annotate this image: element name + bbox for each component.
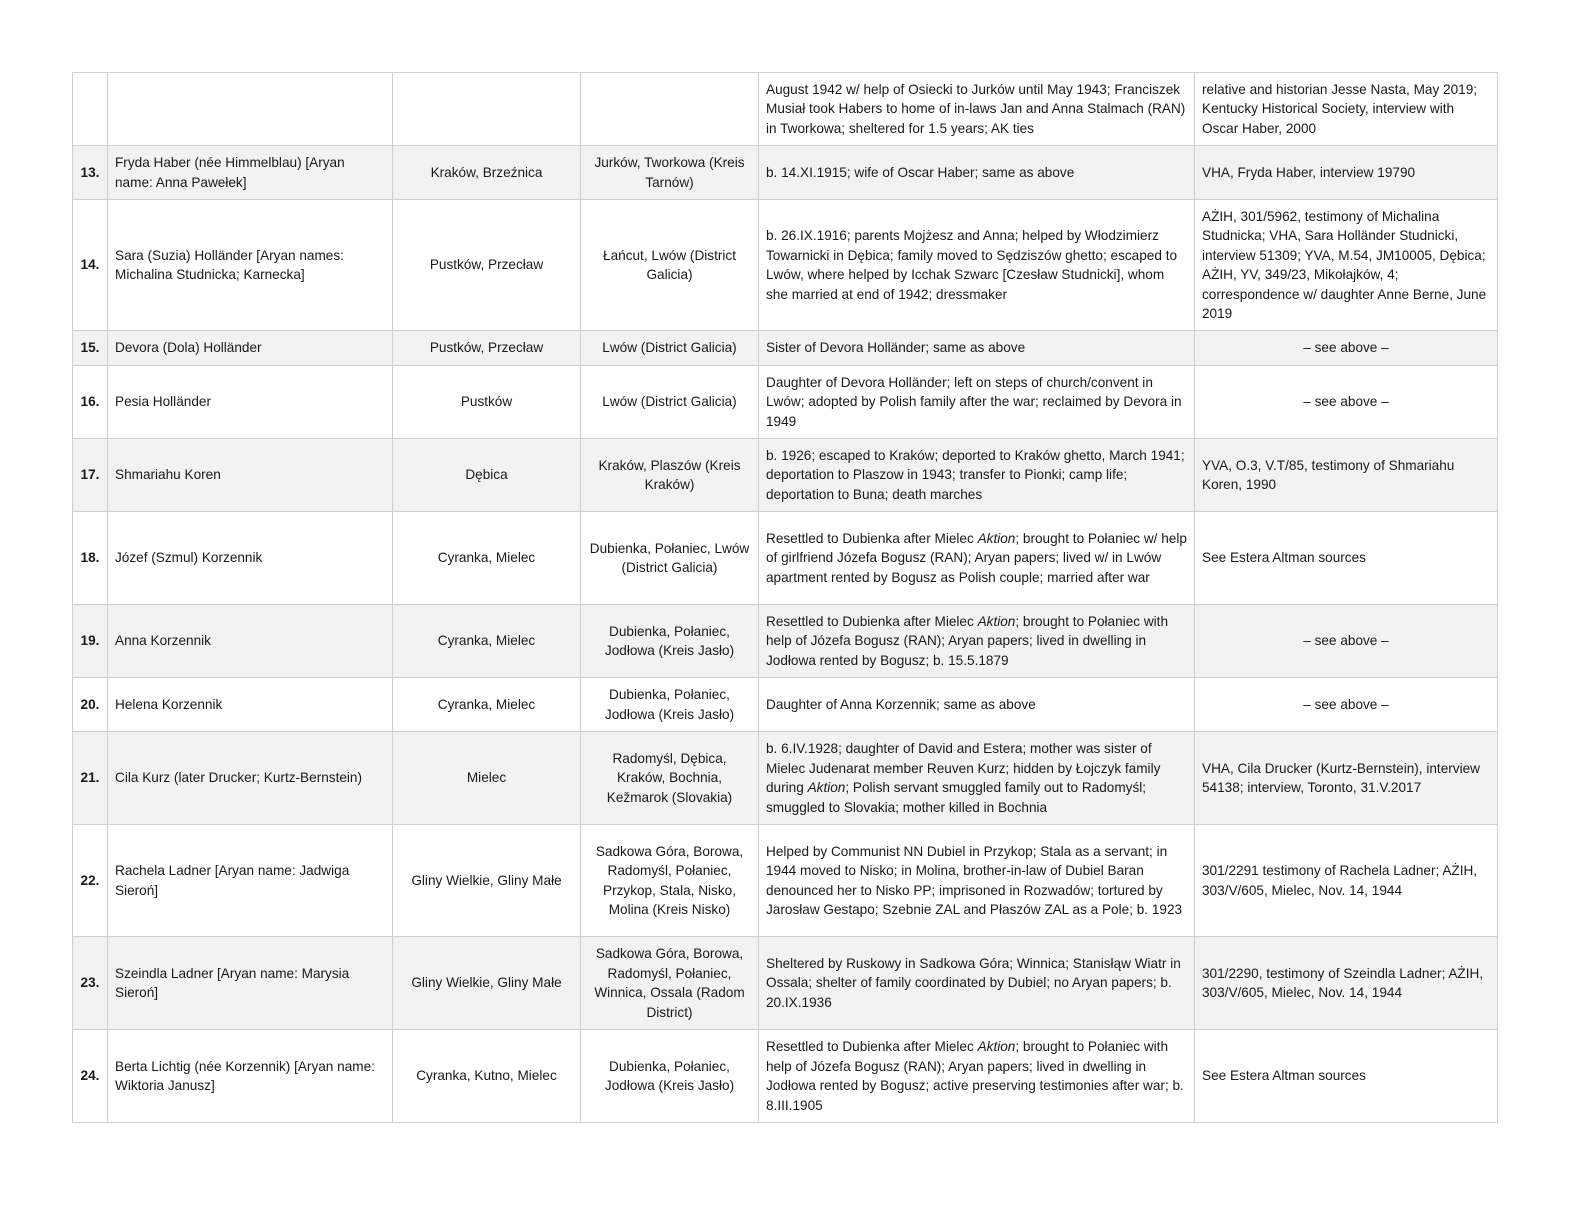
person-name: Shmariahu Koren	[108, 439, 393, 512]
hiding-places: Kraków, Plaszów (Kreis Kraków)	[581, 439, 759, 512]
notes: b. 1926; escaped to Kraków; deported to Kraków ghetto, March 1941; deportation to Plaszow in 1943; transfer to Pionki; camp life; deportation to Buna; death marches	[759, 439, 1195, 512]
notes-text: ; brought to Połaniec w/ help of girlfriend Józefa Bogusz (RAN); Aryan papers; lived w/ in Lwów apartment rented by Bogusz as Polish couple; married after war	[766, 530, 1187, 585]
place-of-origin	[393, 73, 581, 146]
place-of-origin: Gliny Wielkie, Gliny Małe	[393, 825, 581, 937]
notes	[759, 605, 1195, 678]
hiding-places: Łańcut, Lwów (District Galicia)	[581, 200, 759, 331]
place-of-origin: Gliny Wielkie, Gliny Małe	[393, 937, 581, 1030]
table-row	[73, 73, 1498, 146]
sources: – see above –	[1195, 605, 1498, 678]
person-name: Pesia Holländer	[108, 366, 393, 439]
table-row	[73, 146, 1498, 200]
row-number: 17.	[73, 439, 108, 512]
table-row	[73, 937, 1498, 1030]
notes: Sheltered by Ruskowy in Sadkowa Góra; Winnica; Stanisłąw Wiatr in Ossala; shelter of family coordinated by Dubiel; no Aryan papers; b. 20.IX.1936	[759, 937, 1195, 1030]
sources: – see above –	[1195, 366, 1498, 439]
notes: b. 14.XI.1915; wife of Oscar Haber; same as above	[759, 146, 1195, 200]
person-name: Sara (Suzia) Holländer [Aryan names: Michalina Studnicka; Karnecka]	[108, 200, 393, 331]
person-name: Anna Korzennik	[108, 605, 393, 678]
notes	[759, 512, 1195, 605]
row-number: 14.	[73, 200, 108, 331]
place-of-origin: Pustków	[393, 366, 581, 439]
table-row	[73, 1030, 1498, 1123]
notes-text: Resettled to Dubienka after Mielec	[766, 1039, 978, 1054]
row-number: 22.	[73, 825, 108, 937]
person-name: Berta Lichtig (née Korzennik) [Aryan name: Wiktoria Janusz]	[108, 1030, 393, 1123]
place-of-origin: Pustków, Przecław	[393, 331, 581, 366]
sources: 301/2290, testimony of Szeindla Ladner; AŻIH, 303/V/605, Mielec, Nov. 14, 1944	[1195, 937, 1498, 1030]
place-of-origin: Cyranka, Mielec	[393, 678, 581, 732]
person-name: Cila Kurz (later Drucker; Kurtz-Bernstein)	[108, 732, 393, 825]
notes	[759, 732, 1195, 825]
hiding-places: Lwów (District Galicia)	[581, 366, 759, 439]
place-of-origin: Mielec	[393, 732, 581, 825]
notes-text: ; brought to Połaniec with help of Józefa Bogusz (RAN); Aryan papers; lived in dwelling in Jodłowa rented by Bogusz; active preserving testimonies after war; b. 8.III.1905	[766, 1039, 1184, 1113]
table-row	[73, 200, 1498, 331]
table-row	[73, 605, 1498, 678]
hiding-places: Lwów (District Galicia)	[581, 331, 759, 366]
notes-text: ; Polish servant smuggled family out to Radomyśl; smuggled to Slovakia; mother killed in Bochnia	[766, 780, 1147, 815]
hiding-places: Sadkowa Góra, Borowa, Radomyśl, Połaniec, Przykop, Stala, Nisko, Molina (Kreis Nisko)	[581, 825, 759, 937]
sources: YVA, O.3, V.T/85, testimony of Shmariahu Koren, 1990	[1195, 439, 1498, 512]
place-of-origin: Cyranka, Mielec	[393, 512, 581, 605]
notes-text: Resettled to Dubienka after Mielec	[766, 613, 978, 629]
table-row	[73, 439, 1498, 512]
place-of-origin: Cyranka, Kutno, Mielec	[393, 1030, 581, 1123]
table-row	[73, 732, 1498, 825]
notes-text: Resettled to Dubienka after Mielec	[766, 530, 978, 546]
notes-italic-term: Aktion	[977, 613, 1016, 629]
hiding-places: Jurków, Tworkowa (Kreis Tarnów)	[581, 146, 759, 200]
notes-italic-term: Aktion	[977, 530, 1016, 546]
sources: VHA, Cila Drucker (Kurtz-Bernstein), interview 54138; interview, Toronto, 31.V.2017	[1195, 732, 1498, 825]
row-number: 13.	[73, 146, 108, 200]
hiding-places: Sadkowa Góra, Borowa, Radomyśl, Połaniec, Winnica, Ossala (Radom District)	[581, 937, 759, 1030]
rescue-records-table	[72, 72, 1498, 1123]
table-row	[73, 331, 1498, 366]
hiding-places	[581, 73, 759, 146]
sources: – see above –	[1195, 331, 1498, 366]
sources: See Estera Altman sources	[1195, 1030, 1498, 1123]
hiding-places: Dubienka, Połaniec, Lwów (District Galicia)	[581, 512, 759, 605]
notes-italic-term: Aktion	[807, 780, 846, 795]
notes: Helped by Communist NN Dubiel in Przykop; Stala as a servant; in 1944 moved to Nisko; in Molina, brother-in-law of Dubiel Baran denounced her to Nisko PP; imprisoned in Rozwadów; tortured by Jarosław Gestapo; Szebnie ZAL and Płaszów ZAL as a Pole; b. 1923	[759, 825, 1195, 937]
notes: Daughter of Devora Holländer; left on steps of church/convent in Lwów; adopted by Polish family after the war; reclaimed by Devora in 1949	[759, 366, 1195, 439]
table-row	[73, 825, 1498, 937]
notes: b. 26.IX.1916; parents Mojżesz and Anna; helped by Włodzimierz Towarnicki in Dębica; family moved to Sędziszów ghetto; escaped to Lwów, where helped by Icchak Szwarc [Czesław Studnicki], whom she married at end of 1942; dressmaker	[759, 200, 1195, 331]
row-number: 20.	[73, 678, 108, 732]
person-name: Szeindla Ladner [Aryan name: Marysia Sieroń]	[108, 937, 393, 1030]
sources: relative and historian Jesse Nasta, May 2019; Kentucky Historical Society, interview with Oscar Haber, 2000	[1195, 73, 1498, 146]
person-name: Devora (Dola) Holländer	[108, 331, 393, 366]
person-name	[108, 73, 393, 146]
notes-text: b. 6.IV.1928; daughter of David and Estera; mother was sister of Mielec Judenarat member Reuven Kurz; hidden by Łojczyk family during	[766, 741, 1161, 795]
person-name: Helena Korzennik	[108, 678, 393, 732]
row-number: 23.	[73, 937, 108, 1030]
hiding-places: Dubienka, Połaniec, Jodłowa (Kreis Jasło)	[581, 1030, 759, 1123]
row-number: 16.	[73, 366, 108, 439]
place-of-origin: Dębica	[393, 439, 581, 512]
sources: VHA, Fryda Haber, interview 19790	[1195, 146, 1498, 200]
hiding-places: Dubienka, Połaniec, Jodłowa (Kreis Jasło)	[581, 605, 759, 678]
notes-text: ; brought to Połaniec with help of Józefa Bogusz (RAN); Aryan papers; lived in dwelling in Jodłowa rented by Bogusz; b. 15.5.1879	[766, 613, 1169, 668]
table-body	[73, 73, 1498, 1123]
hiding-places: Dubienka, Połaniec, Jodłowa (Kreis Jasło)	[581, 678, 759, 732]
notes-italic-term: Aktion	[977, 1039, 1016, 1054]
table-row	[73, 366, 1498, 439]
sources: See Estera Altman sources	[1195, 512, 1498, 605]
notes: Sister of Devora Holländer; same as above	[759, 331, 1195, 366]
row-number: 19.	[73, 605, 108, 678]
person-name: Rachela Ladner [Aryan name: Jadwiga Sieroń]	[108, 825, 393, 937]
row-number: 15.	[73, 331, 108, 366]
row-number	[73, 73, 108, 146]
row-number: 24.	[73, 1030, 108, 1123]
place-of-origin: Pustków, Przecław	[393, 200, 581, 331]
notes: Daughter of Anna Korzennik; same as above	[759, 678, 1195, 732]
sources: AŻIH, 301/5962, testimony of Michalina Studnicka; VHA, Sara Holländer Studnicki, interview 51309; YVA, M.54, JM10005, Dębica; AŻIH, YV, 349/23, Mikołajków, 4; correspondence w/ daughter Anne Berne, June 2019	[1195, 200, 1498, 331]
hiding-places: Radomyśl, Dębica, Kraków, Bochnia, Kežmarok (Slovakia)	[581, 732, 759, 825]
row-number: 18.	[73, 512, 108, 605]
sources: – see above –	[1195, 678, 1498, 732]
place-of-origin: Kraków, Brzeźnica	[393, 146, 581, 200]
table-row	[73, 512, 1498, 605]
notes: August 1942 w/ help of Osiecki to Jurków until May 1943; Franciszek Musiał took Habers to home of in-laws Jan and Anna Stalmach (RAN) in Tworkowa; sheltered for 1.5 years; AK ties	[759, 73, 1195, 146]
sources: 301/2291 testimony of Rachela Ladner; AŻIH, 303/V/605, Mielec, Nov. 14, 1944	[1195, 825, 1498, 937]
person-name: Fryda Haber (née Himmelblau) [Aryan name: Anna Pawełek]	[108, 146, 393, 200]
place-of-origin: Cyranka, Mielec	[393, 605, 581, 678]
person-name: Józef (Szmul) Korzennik	[108, 512, 393, 605]
notes	[759, 1030, 1195, 1123]
table-row	[73, 678, 1498, 732]
row-number: 21.	[73, 732, 108, 825]
